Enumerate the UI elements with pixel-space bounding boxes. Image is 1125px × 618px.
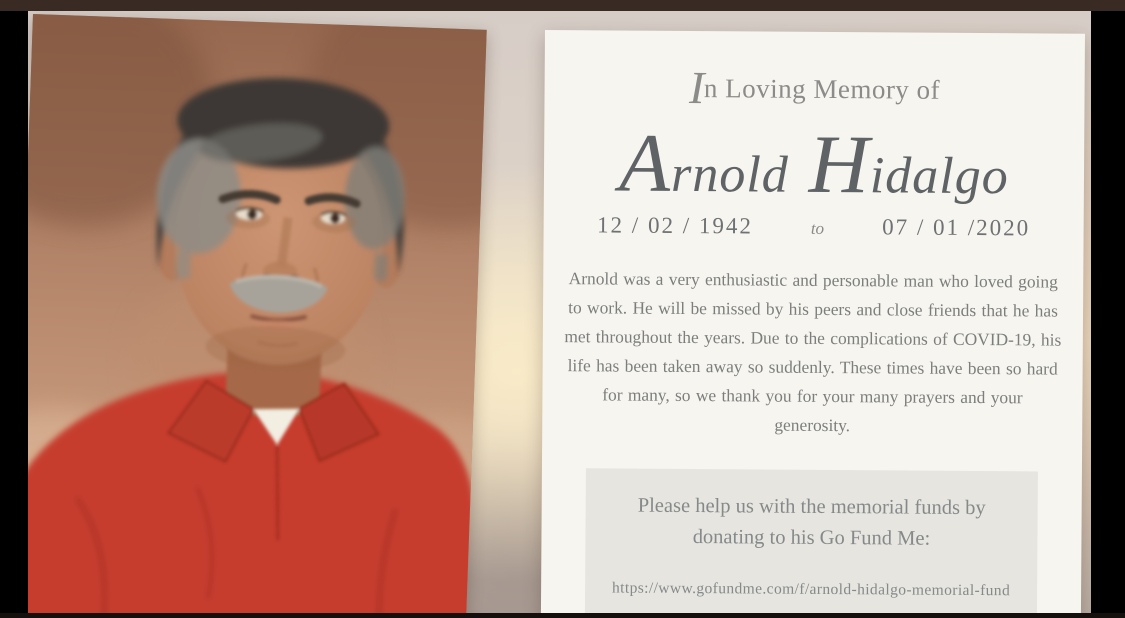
dates-row (544, 212, 1084, 242)
portrait-illustration (28, 14, 487, 613)
donation-box (585, 468, 1038, 613)
birth-date: 12 / 02 / 1942 (597, 212, 753, 239)
sunset-background (28, 11, 1091, 613)
memorial-card (541, 30, 1085, 613)
name-last: Hidalgo (808, 117, 1009, 211)
gofundme-url: https://www.gofundme.com/f/arnold-hidalgo-memorial-fund (612, 579, 1011, 600)
heading-text: n Loving Memory of (703, 73, 941, 105)
date-separator: to (810, 218, 825, 238)
top-letterbox-bar (0, 0, 1125, 11)
bottom-letterbox-bar (0, 613, 1125, 618)
donation-message-line1: Please help us with the memorial funds by (637, 494, 986, 520)
memorial-name (544, 114, 1085, 214)
memorial-photo (28, 14, 487, 613)
tribute-paragraph: Arnold was a very enthusiastic and personable man who loved going to work. He will be missed by his peers and close friends that he has met throughout the years. Due to the complications of COVID-19, his life has been taken away so suddenly. These times have been so hard for many, so we thank you for your many prayers and your generosity. (564, 268, 1062, 436)
name-first: Arnold (619, 116, 789, 209)
card-heading (544, 64, 1084, 114)
heading-initial: I (688, 62, 706, 114)
donation-message-line2: donating to his Go Fund Me: (692, 526, 931, 550)
death-date: 07 / 01 /2020 (882, 214, 1031, 241)
